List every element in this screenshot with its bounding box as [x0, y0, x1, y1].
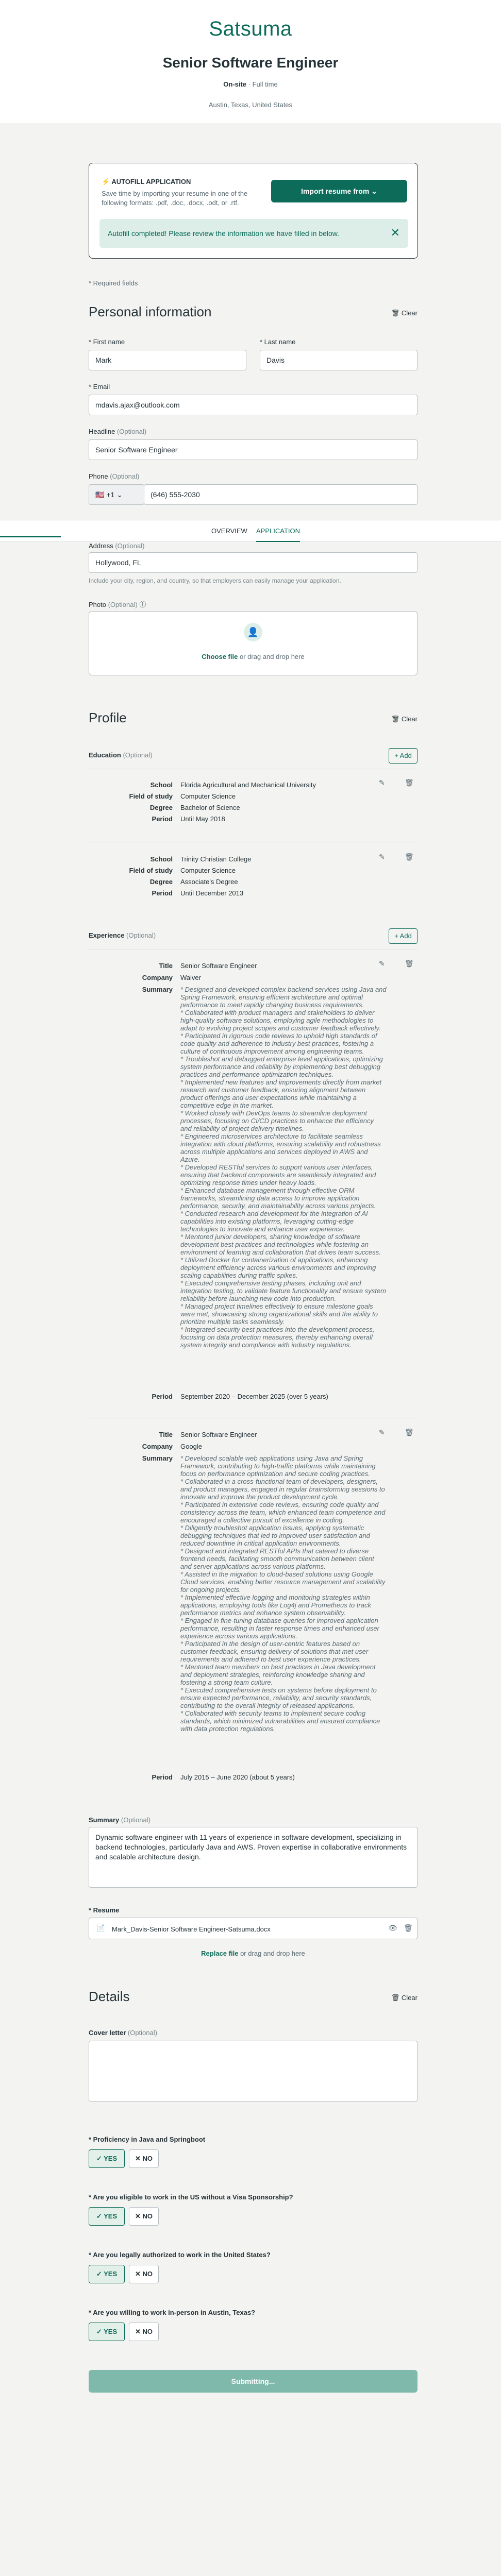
- headline-label: [89, 428, 146, 435]
- no-label: NO: [142, 2328, 153, 2335]
- no-button[interactable]: [129, 2149, 159, 2168]
- question-label: * Are you willing to work in-person in Austin, Texas?: [89, 2309, 256, 2316]
- summary-bullet: * Enhanced database management through effective ORM frameworks, streamlining data access to improve application performance, security, and maintainability across various projects.: [180, 1187, 376, 1210]
- phone-country-select[interactable]: [89, 484, 144, 505]
- summary-bullet: * Assisted in the migration to cloud-based solutions using Google Cloud services, enabling better resource management and scalability for ongoing projects.: [180, 1570, 386, 1594]
- period-label: Period: [152, 1773, 173, 1781]
- dropzone-text: [89, 653, 417, 660]
- phone-code: +1: [106, 490, 115, 499]
- education-field: Computer Science: [180, 792, 236, 800]
- school-label: School: [150, 855, 173, 863]
- field-label: Field of study: [129, 792, 173, 800]
- yes-label: YES: [104, 2212, 118, 2220]
- trash-icon: 🗑: [391, 1994, 400, 2002]
- details-title: Details: [89, 1989, 130, 2004]
- address-input[interactable]: Hollywood, FL: [89, 552, 417, 573]
- summary-bullet: * Developed RESTful services to support various user interfaces, ensuring that backend components are seamlessly integrated and optimizing response times under heavy loads.: [180, 1163, 376, 1187]
- headline-input[interactable]: Senior Software Engineer: [89, 439, 417, 460]
- optional-tag: (Optional): [123, 751, 153, 759]
- scroll-progress-bar: [0, 536, 61, 537]
- title-label: Title: [159, 962, 173, 970]
- yes-label: YES: [104, 2155, 118, 2162]
- summary-label: Summary: [142, 986, 173, 993]
- experience-label: [89, 931, 156, 939]
- file-icon: 📄: [96, 1924, 106, 1932]
- check-icon: ✓: [96, 2212, 102, 2220]
- autofill-title: [102, 178, 191, 186]
- summary-label: Summary: [142, 1454, 173, 1462]
- experience-period: July 2015 – June 2020 (about 5 years): [180, 1773, 295, 1781]
- bolt-icon: ⚡: [102, 178, 110, 185]
- trash-icon[interactable]: 🗑: [405, 1428, 414, 1436]
- trash-icon[interactable]: 🗑: [405, 778, 414, 787]
- summary-bullet: * Participated in extensive code reviews, ensuring code quality and consistency across the team, which enhanced team competence and encouraged a collective pursuit of excellence in coding.: [180, 1501, 386, 1524]
- close-icon: ✕: [135, 2155, 141, 2162]
- cover-letter-label-text: Cover letter: [89, 2029, 126, 2037]
- summary-bullet: * Participated in rigorous code reviews to uphold high standards of code quality and adherence to industry best practices, fostering a culture of continuous improvement among engineering teams.: [180, 1032, 377, 1055]
- phone-label-text: Phone: [89, 472, 108, 480]
- clear-label: Clear: [401, 309, 417, 317]
- address-label-text: Address: [89, 542, 113, 550]
- address-label: [89, 542, 144, 550]
- clear-label: Clear: [401, 715, 417, 723]
- resume-file: [89, 1918, 417, 1939]
- experience-summary: [180, 986, 387, 1349]
- yes-button[interactable]: [89, 2149, 125, 2168]
- summary-bullet: * Implemented effective logging and monitoring strategies within applications, employing tools like Log4j and Prometheus to track performance metrics and enhance system observability.: [180, 1594, 371, 1617]
- email-input[interactable]: mdavis.ajax@outlook.com: [89, 395, 417, 415]
- profile-clear-button[interactable]: [391, 715, 417, 723]
- last-name-label-text: Last name: [264, 338, 296, 346]
- personal-clear-button[interactable]: [391, 309, 417, 317]
- summary-bullet: * Worked closely with DevOps teams to streamline deployment processes, focusing on CI/CD practices to enhance the efficiency and reliability of project delivery timelines.: [180, 1109, 374, 1132]
- period-label: Period: [152, 1393, 173, 1400]
- summary-bullet: * Troubleshot and debugged enterprise level applications, optimizing system performance and reliability by implementing best debugging practices and performance optimization techniques.: [180, 1055, 383, 1078]
- phone-label: [89, 472, 139, 480]
- email-label-text: Email: [93, 383, 110, 391]
- question-label: * Proficiency in Java and Springboot: [89, 2136, 206, 2143]
- period-label: Period: [152, 815, 173, 823]
- experience-company: Google: [180, 1443, 202, 1450]
- job-location: Austin, Texas, United States: [208, 101, 293, 109]
- trash-icon[interactable]: 🗑: [405, 853, 414, 861]
- no-label: NO: [142, 2270, 153, 2278]
- replace-file-text: [89, 1950, 417, 1957]
- education-period: Until May 2018: [180, 815, 225, 823]
- summary-bullet: * Utilized Docker for containerization of applications, enhancing deployment efficiency across various environments and improving scaling capabilities during traffic spikes.: [180, 1256, 376, 1279]
- add-experience-button[interactable]: + Add: [389, 928, 417, 944]
- job-title: Senior Software Engineer: [162, 55, 339, 71]
- title-label: Title: [159, 1431, 173, 1438]
- autofill-card: [89, 163, 418, 259]
- drag-text: or drag and drop here: [240, 1950, 305, 1957]
- resume-label-text: Resume: [93, 1906, 120, 1914]
- resume-label: * Resume: [89, 1906, 120, 1914]
- close-icon: ✕: [135, 2270, 141, 2278]
- required-note: * Required fields: [89, 279, 138, 287]
- company-logo[interactable]: Satsuma: [209, 18, 292, 40]
- education-school: Trinity Christian College: [180, 855, 252, 863]
- question-text: Are you legally authorized to work in the United States?: [93, 2251, 271, 2259]
- experience-label-text: Experience: [89, 931, 125, 939]
- yes-button[interactable]: [89, 2265, 125, 2283]
- trash-icon[interactable]: 🗑: [404, 1924, 413, 1932]
- user-icon: 👤: [244, 623, 262, 641]
- trash-icon: 🗑: [391, 715, 400, 723]
- phone-input[interactable]: (646) 555-2030: [144, 484, 417, 505]
- question-label: * Are you legally authorized to work in the United States?: [89, 2251, 271, 2259]
- education-period: Until December 2013: [180, 889, 244, 897]
- experience-title: Senior Software Engineer: [180, 1431, 257, 1438]
- cover-letter-textarea[interactable]: [89, 2041, 417, 2102]
- optional-tag: (Optional): [121, 1816, 151, 1824]
- page-spacer: [0, 2409, 501, 2576]
- summary-bullet: * Executed comprehensive tests on systems before deployment to ensure expected performance, reliability, and security standards, contributing to the overall integrity of released applications.: [180, 1686, 377, 1709]
- photo-dropzone[interactable]: [89, 611, 417, 675]
- pencil-icon[interactable]: ✎: [379, 778, 385, 787]
- summary-bullet: * Mentored team members on best practices in Java development and deployment strategies, reinforcing knowledge sharing and fostering a strong team culture.: [180, 1663, 376, 1686]
- replace-file-link[interactable]: Replace file: [201, 1950, 239, 1957]
- school-label: School: [150, 781, 173, 789]
- education-degree: Associate's Degree: [180, 878, 238, 886]
- autofill-notice: [99, 219, 408, 248]
- photo-label: [89, 599, 146, 609]
- job-meta: On-site · Full time: [223, 80, 278, 88]
- check-icon: ✓: [96, 2270, 102, 2278]
- summary-bullet: * Conducted research and development for the integration of AI capabilities into existing platforms, leveraging cutting-edge technologies to innovate and enhance user experience.: [180, 1210, 368, 1233]
- no-button[interactable]: [129, 2207, 159, 2226]
- personal-title: Personal information: [89, 304, 212, 319]
- optional-tag: (Optional): [110, 472, 140, 480]
- optional-tag: (Optional): [127, 2029, 157, 2037]
- summary-bullet: * Mentored junior developers, sharing knowledge of software development best practices and technologies while fostering an environment of learning and collaboration that drives team success.: [180, 1233, 381, 1256]
- summary-bullet: * Engineered microservices architecture to facilitate seamless integration with cloud platforms, ensuring scalability and robustness across multiple applications and services deployed in AWS and Azure.: [180, 1132, 381, 1163]
- tab-application[interactable]: APPLICATION: [256, 527, 300, 542]
- pencil-icon[interactable]: ✎: [379, 1428, 385, 1436]
- no-label: NO: [142, 2155, 153, 2162]
- experience-period: September 2020 – December 2025 (over 5 years): [180, 1393, 328, 1400]
- company-label: Company: [142, 974, 173, 981]
- summary-bullet: * Developed scalable web applications using Java and Spring Framework, contributing to high-traffic platforms while maintaining focus on performance optimization and secure coding practices.: [180, 1454, 376, 1478]
- resume-file-name: Mark_Davis-Senior Software Engineer-Satsuma.docx: [112, 1925, 271, 1933]
- yes-button[interactable]: [89, 2323, 125, 2341]
- question-text: Are you willing to work in-person in Austin, Texas?: [93, 2309, 256, 2316]
- check-icon: ✓: [96, 2155, 102, 2162]
- education-school: Florida Agricultural and Mechanical University: [180, 781, 316, 789]
- import-resume-button[interactable]: [271, 180, 407, 202]
- period-label: Period: [152, 889, 173, 897]
- eye-icon[interactable]: 👁: [388, 1924, 397, 1932]
- education-label: [89, 751, 153, 759]
- job-tabs: [0, 520, 501, 541]
- first-name-input[interactable]: Mark: [89, 350, 246, 370]
- headline-label-text: Headline: [89, 428, 115, 435]
- pencil-icon[interactable]: ✎: [379, 853, 385, 861]
- question-text: Are you eligible to work in the US without a Visa Sponsorship?: [93, 2193, 293, 2201]
- education-field: Computer Science: [180, 867, 236, 874]
- us-flag-icon: 🇺🇸: [95, 490, 105, 499]
- summary-bullet: * Collaborated in a cross-functional team of developers, designers, and product managers, engaged in regular brainstorming sessions to innovate and improve the product development cycle.: [180, 1478, 385, 1501]
- pencil-icon[interactable]: ✎: [379, 959, 385, 968]
- chevron-down-icon: ⌄: [116, 490, 123, 499]
- tab-overview[interactable]: OVERVIEW: [211, 527, 247, 535]
- drag-text: or drag and drop here: [239, 653, 305, 660]
- submit-button[interactable]: Submitting...: [89, 2370, 417, 2393]
- summary-bullet: * Diligently troubleshot application issues, applying systematic debugging techniques that led to improved user satisfaction and reduced downtime in critical application environments.: [180, 1524, 370, 1547]
- email-label: * Email: [89, 383, 110, 391]
- yes-button[interactable]: [89, 2207, 125, 2226]
- first-name-label: * First name: [89, 338, 125, 346]
- add-education-button[interactable]: + Add: [389, 748, 417, 764]
- yes-label: YES: [104, 2328, 118, 2335]
- summary-bullet: * Engaged in fine-tuning database queries for improved application performance, resulting in faster response times and enhanced user experience across various applications.: [180, 1617, 379, 1640]
- summary-bullet: * Managed project timelines effectively to ensure milestone goals were met, showcasing strong organizational skills and the ability to prioritize multiple tasks seamlessly.: [180, 1302, 378, 1326]
- summary-textarea[interactable]: Dynamic software engineer with 11 years of experience in software development, specializing in backend technologies, particularly Java and AWS. Proven expertise in collaborative environments and scalable architecture design.: [89, 1827, 417, 1888]
- experience-summary: [180, 1454, 387, 1733]
- photo-label-text: Photo: [89, 601, 106, 608]
- degree-label: Degree: [149, 878, 173, 886]
- employment-type: Full time: [252, 80, 278, 88]
- optional-tag: (Optional): [116, 428, 147, 435]
- autofill-notice-text: Autofill completed! Please review the information we have filled in below.: [108, 229, 340, 238]
- choose-file-link[interactable]: Choose file: [202, 653, 238, 660]
- summary-bullet: * Participated in the design of user-centric features based on customer feedback, ensuring delivery of solutions that met user requirements and adhered to best user experience practices.: [180, 1640, 369, 1663]
- summary-bullet: * Executed comprehensive testing phases, including unit and integration testing, to validate feature functionality and ensure system reliability before launching new code into production.: [180, 1279, 386, 1302]
- clear-label: Clear: [401, 1994, 417, 2002]
- summary-label-text: Summary: [89, 1816, 120, 1824]
- summary-bullet: * Collaborated with security teams to implement secure coding standards, which minimized vulnerabilities and ensured compliance with data protection regulations.: [180, 1709, 380, 1733]
- chevron-down-icon: ⌄: [371, 187, 377, 195]
- last-name-label: * Last name: [260, 338, 296, 346]
- no-button[interactable]: [129, 2265, 159, 2283]
- field-label: Field of study: [129, 867, 173, 874]
- trash-icon[interactable]: 🗑: [405, 959, 414, 968]
- summary-bullet: * Designed and developed complex backend services using Java and Spring Framework, ensuring efficient architecture and optimal performance to meet rapidly changing business requirements.: [180, 986, 387, 1009]
- autofill-description: Save time by importing your resume in one of the following formats: .pdf, .doc, .docx, .odt, or .rtf.: [102, 190, 248, 207]
- close-icon[interactable]: ✕: [390, 226, 400, 239]
- details-clear-button[interactable]: [391, 1994, 417, 2002]
- import-label: Import resume from: [301, 187, 370, 195]
- address-hint: Include your city, region, and country, so that employers can easily manage your application.: [89, 577, 341, 584]
- education-degree: Bachelor of Science: [180, 804, 240, 811]
- profile-title: Profile: [89, 710, 127, 725]
- summary-bullet: * Implemented new features and improvements directly from market research and customer feedback, ensuring alignment between product offerings and user expectations while maintaining a competitive edge in the market.: [180, 1078, 382, 1109]
- optional-tag: (Optional): [108, 601, 138, 608]
- check-icon: ✓: [96, 2328, 102, 2335]
- no-label: NO: [142, 2212, 153, 2220]
- cover-letter-label: [89, 2029, 157, 2037]
- summary-label: [89, 1816, 151, 1824]
- company-label: Company: [142, 1443, 173, 1450]
- experience-company: Waiver: [180, 974, 201, 981]
- yes-label: YES: [104, 2270, 118, 2278]
- close-icon: ✕: [135, 2212, 141, 2220]
- experience-title: Senior Software Engineer: [180, 962, 257, 970]
- trash-icon: 🗑: [391, 309, 400, 317]
- no-button[interactable]: [129, 2323, 159, 2341]
- close-icon: ✕: [135, 2328, 141, 2335]
- question-label: * Are you eligible to work in the US without a Visa Sponsorship?: [89, 2193, 293, 2201]
- job-header: [0, 0, 501, 123]
- degree-label: Degree: [149, 804, 173, 811]
- question-text: Proficiency in Java and Springboot: [93, 2136, 206, 2143]
- summary-bullet: * Integrated security best practices into the development process, focusing on data protection measures, thereby enhancing overall system integrity and compliance with industry regulations.: [180, 1326, 375, 1349]
- optional-tag: (Optional): [115, 542, 145, 550]
- autofill-title-text: AUTOFILL APPLICATION: [111, 178, 191, 185]
- work-type: On-site: [223, 80, 247, 88]
- first-name-label-text: First name: [93, 338, 125, 346]
- info-icon: ⓘ: [139, 601, 146, 608]
- last-name-input[interactable]: Davis: [260, 350, 417, 370]
- optional-tag: (Optional): [126, 931, 156, 939]
- education-label-text: Education: [89, 751, 121, 759]
- summary-bullet: * Designed and integrated RESTful APIs that catered to diverse frontend needs, facilitating smooth communication between client and server applications across various platforms.: [180, 1547, 374, 1570]
- summary-bullet: * Collaborated with product managers and stakeholders to deliver high-quality software solutions, employing agile methodologies to adapt to evolving project scopes and customer feedback effectively.: [180, 1009, 381, 1032]
